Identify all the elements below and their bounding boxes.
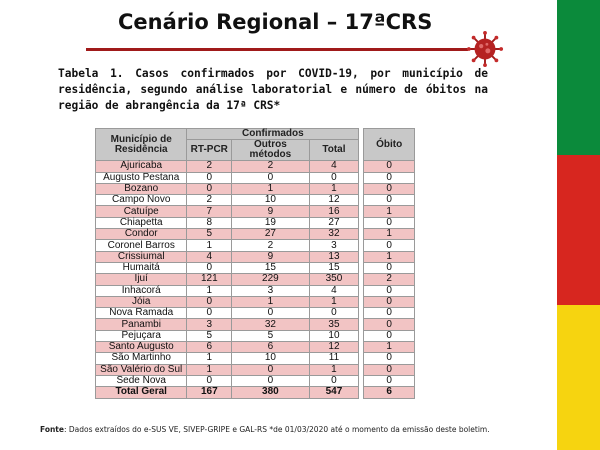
cell-municipio: Augusto Pestana <box>96 172 187 183</box>
cases-table-container <box>95 128 415 399</box>
cell-total: 350 <box>309 274 359 285</box>
cell-municipio: Ijuí <box>96 274 187 285</box>
cell-total: 12 <box>309 195 359 206</box>
cell-outros: 1 <box>232 296 310 307</box>
table-row <box>96 274 415 285</box>
cell-obito: 0 <box>364 375 415 386</box>
cell-outros: 380 <box>232 387 310 398</box>
cell-rtpcr: 1 <box>187 364 232 375</box>
cell-rtpcr: 6 <box>187 342 232 353</box>
cell-obito: 0 <box>364 353 415 364</box>
cell-municipio: Bozano <box>96 183 187 194</box>
footnote-text: : Dados extraídos do e-SUS VE, SIVEP-GRIPE e GAL-RS *de 01/03/2020 até o momento da emissão deste boletim. <box>63 425 490 434</box>
cell-outros: 27 <box>232 229 310 240</box>
cell-municipio: Sede Nova <box>96 375 187 386</box>
cell-municipio: Nova Ramada <box>96 308 187 319</box>
table-row <box>96 353 415 364</box>
cell-municipio: Jóia <box>96 296 187 307</box>
cell-municipio: Condor <box>96 229 187 240</box>
cell-municipio: São Valério do Sul <box>96 364 187 375</box>
cell-outros: 2 <box>232 240 310 251</box>
cell-total: 547 <box>309 387 359 398</box>
cell-total: 0 <box>309 172 359 183</box>
cell-rtpcr: 2 <box>187 161 232 172</box>
cell-outros: 9 <box>232 206 310 217</box>
table-row <box>96 319 415 330</box>
table-row <box>96 262 415 273</box>
cell-total: 0 <box>309 375 359 386</box>
cell-total: 10 <box>309 330 359 341</box>
cell-obito: 0 <box>364 217 415 228</box>
cell-municipio: Santo Augusto <box>96 342 187 353</box>
cell-obito: 6 <box>364 387 415 398</box>
table-row <box>96 308 415 319</box>
cell-outros: 10 <box>232 353 310 364</box>
cell-obito: 0 <box>364 296 415 307</box>
cell-obito: 0 <box>364 364 415 375</box>
cell-municipio: Catuípe <box>96 206 187 217</box>
cell-rtpcr: 0 <box>187 308 232 319</box>
cell-outros: 3 <box>232 285 310 296</box>
table-row <box>96 183 415 194</box>
footnote <box>40 424 525 436</box>
cell-obito: 0 <box>364 285 415 296</box>
cell-rtpcr: 167 <box>187 387 232 398</box>
cell-outros: 10 <box>232 195 310 206</box>
table-row <box>96 195 415 206</box>
cell-municipio: Chiapetta <box>96 217 187 228</box>
table-row <box>96 217 415 228</box>
cell-obito: 1 <box>364 342 415 353</box>
cell-outros: 15 <box>232 262 310 273</box>
header-obito: Óbito <box>364 129 415 161</box>
table-row <box>96 330 415 341</box>
stripe-green <box>557 0 600 155</box>
cell-total: 1 <box>309 296 359 307</box>
title-underline <box>86 48 468 51</box>
flag-stripe <box>557 0 600 450</box>
cell-municipio: Humaitá <box>96 262 187 273</box>
header-confirmados: Confirmados <box>187 129 359 140</box>
cell-rtpcr: 3 <box>187 319 232 330</box>
cases-table <box>95 128 415 399</box>
cell-outros: 0 <box>232 308 310 319</box>
cell-obito: 1 <box>364 229 415 240</box>
table-row <box>96 364 415 375</box>
cell-outros: 19 <box>232 217 310 228</box>
cell-outros: 2 <box>232 161 310 172</box>
cell-rtpcr: 121 <box>187 274 232 285</box>
table-row <box>96 229 415 240</box>
cell-rtpcr: 0 <box>187 183 232 194</box>
cell-outros: 1 <box>232 183 310 194</box>
table-row <box>96 172 415 183</box>
cell-rtpcr: 0 <box>187 375 232 386</box>
cell-municipio: Panambi <box>96 319 187 330</box>
cell-outros: 0 <box>232 375 310 386</box>
cell-rtpcr: 1 <box>187 353 232 364</box>
cell-total: 11 <box>309 353 359 364</box>
cell-rtpcr: 4 <box>187 251 232 262</box>
cell-rtpcr: 1 <box>187 285 232 296</box>
table-row <box>96 296 415 307</box>
footnote-label: Fonte <box>40 425 64 434</box>
cell-rtpcr: 8 <box>187 217 232 228</box>
cell-rtpcr: 5 <box>187 330 232 341</box>
cell-municipio: Pejuçara <box>96 330 187 341</box>
cell-rtpcr: 0 <box>187 172 232 183</box>
cell-municipio: Campo Novo <box>96 195 187 206</box>
total-row <box>96 387 415 398</box>
cell-total: 27 <box>309 217 359 228</box>
table-row <box>96 206 415 217</box>
cell-total: 16 <box>309 206 359 217</box>
table-row <box>96 375 415 386</box>
cell-obito: 0 <box>364 330 415 341</box>
cell-municipio: Total Geral <box>96 387 187 398</box>
cell-total: 0 <box>309 308 359 319</box>
cell-obito: 0 <box>364 240 415 251</box>
cell-total: 4 <box>309 285 359 296</box>
cell-obito: 0 <box>364 319 415 330</box>
cell-obito: 1 <box>364 206 415 217</box>
cell-obito: 0 <box>364 195 415 206</box>
cell-outros: 0 <box>232 364 310 375</box>
coronavirus-icon <box>466 30 504 68</box>
cell-total: 15 <box>309 262 359 273</box>
cell-obito: 0 <box>364 262 415 273</box>
cell-outros: 32 <box>232 319 310 330</box>
cell-total: 3 <box>309 240 359 251</box>
table-row <box>96 240 415 251</box>
cell-total: 1 <box>309 364 359 375</box>
stripe-red <box>557 155 600 305</box>
header-outros: Outros métodos <box>232 140 310 161</box>
cell-municipio: Ajuricaba <box>96 161 187 172</box>
cell-municipio: Inhacorá <box>96 285 187 296</box>
cell-municipio: Crissiumal <box>96 251 187 262</box>
cell-obito: 0 <box>364 308 415 319</box>
cell-obito: 1 <box>364 251 415 262</box>
cell-rtpcr: 7 <box>187 206 232 217</box>
table-row <box>96 342 415 353</box>
cell-outros: 6 <box>232 342 310 353</box>
header-rtpcr: RT-PCR <box>187 140 232 161</box>
cell-rtpcr: 0 <box>187 262 232 273</box>
cell-obito: 2 <box>364 274 415 285</box>
header-total: Total <box>309 140 359 161</box>
cell-obito: 0 <box>364 161 415 172</box>
stripe-yellow <box>557 305 600 450</box>
cell-total: 32 <box>309 229 359 240</box>
cell-outros: 9 <box>232 251 310 262</box>
cell-municipio: São Martinho <box>96 353 187 364</box>
table-row <box>96 285 415 296</box>
cell-rtpcr: 0 <box>187 296 232 307</box>
cell-rtpcr: 5 <box>187 229 232 240</box>
cell-outros: 0 <box>232 172 310 183</box>
cell-obito: 0 <box>364 172 415 183</box>
table-row <box>96 161 415 172</box>
page-title: Cenário Regional – 17ªCRS <box>118 10 433 34</box>
cell-rtpcr: 2 <box>187 195 232 206</box>
cell-outros: 229 <box>232 274 310 285</box>
table-row <box>96 251 415 262</box>
cell-total: 13 <box>309 251 359 262</box>
cell-total: 35 <box>309 319 359 330</box>
cell-municipio: Coronel Barros <box>96 240 187 251</box>
table-caption: Tabela 1. Casos confirmados por COVID-19, por município de residência, segundo análise laboratorial e número de óbitos na região de abrangência da 17ª CRS* <box>58 67 488 112</box>
cell-outros: 5 <box>232 330 310 341</box>
cell-obito: 0 <box>364 183 415 194</box>
cell-total: 12 <box>309 342 359 353</box>
cell-rtpcr: 1 <box>187 240 232 251</box>
cell-total: 4 <box>309 161 359 172</box>
header-municipio: Município de Residência <box>96 129 187 161</box>
cell-total: 1 <box>309 183 359 194</box>
